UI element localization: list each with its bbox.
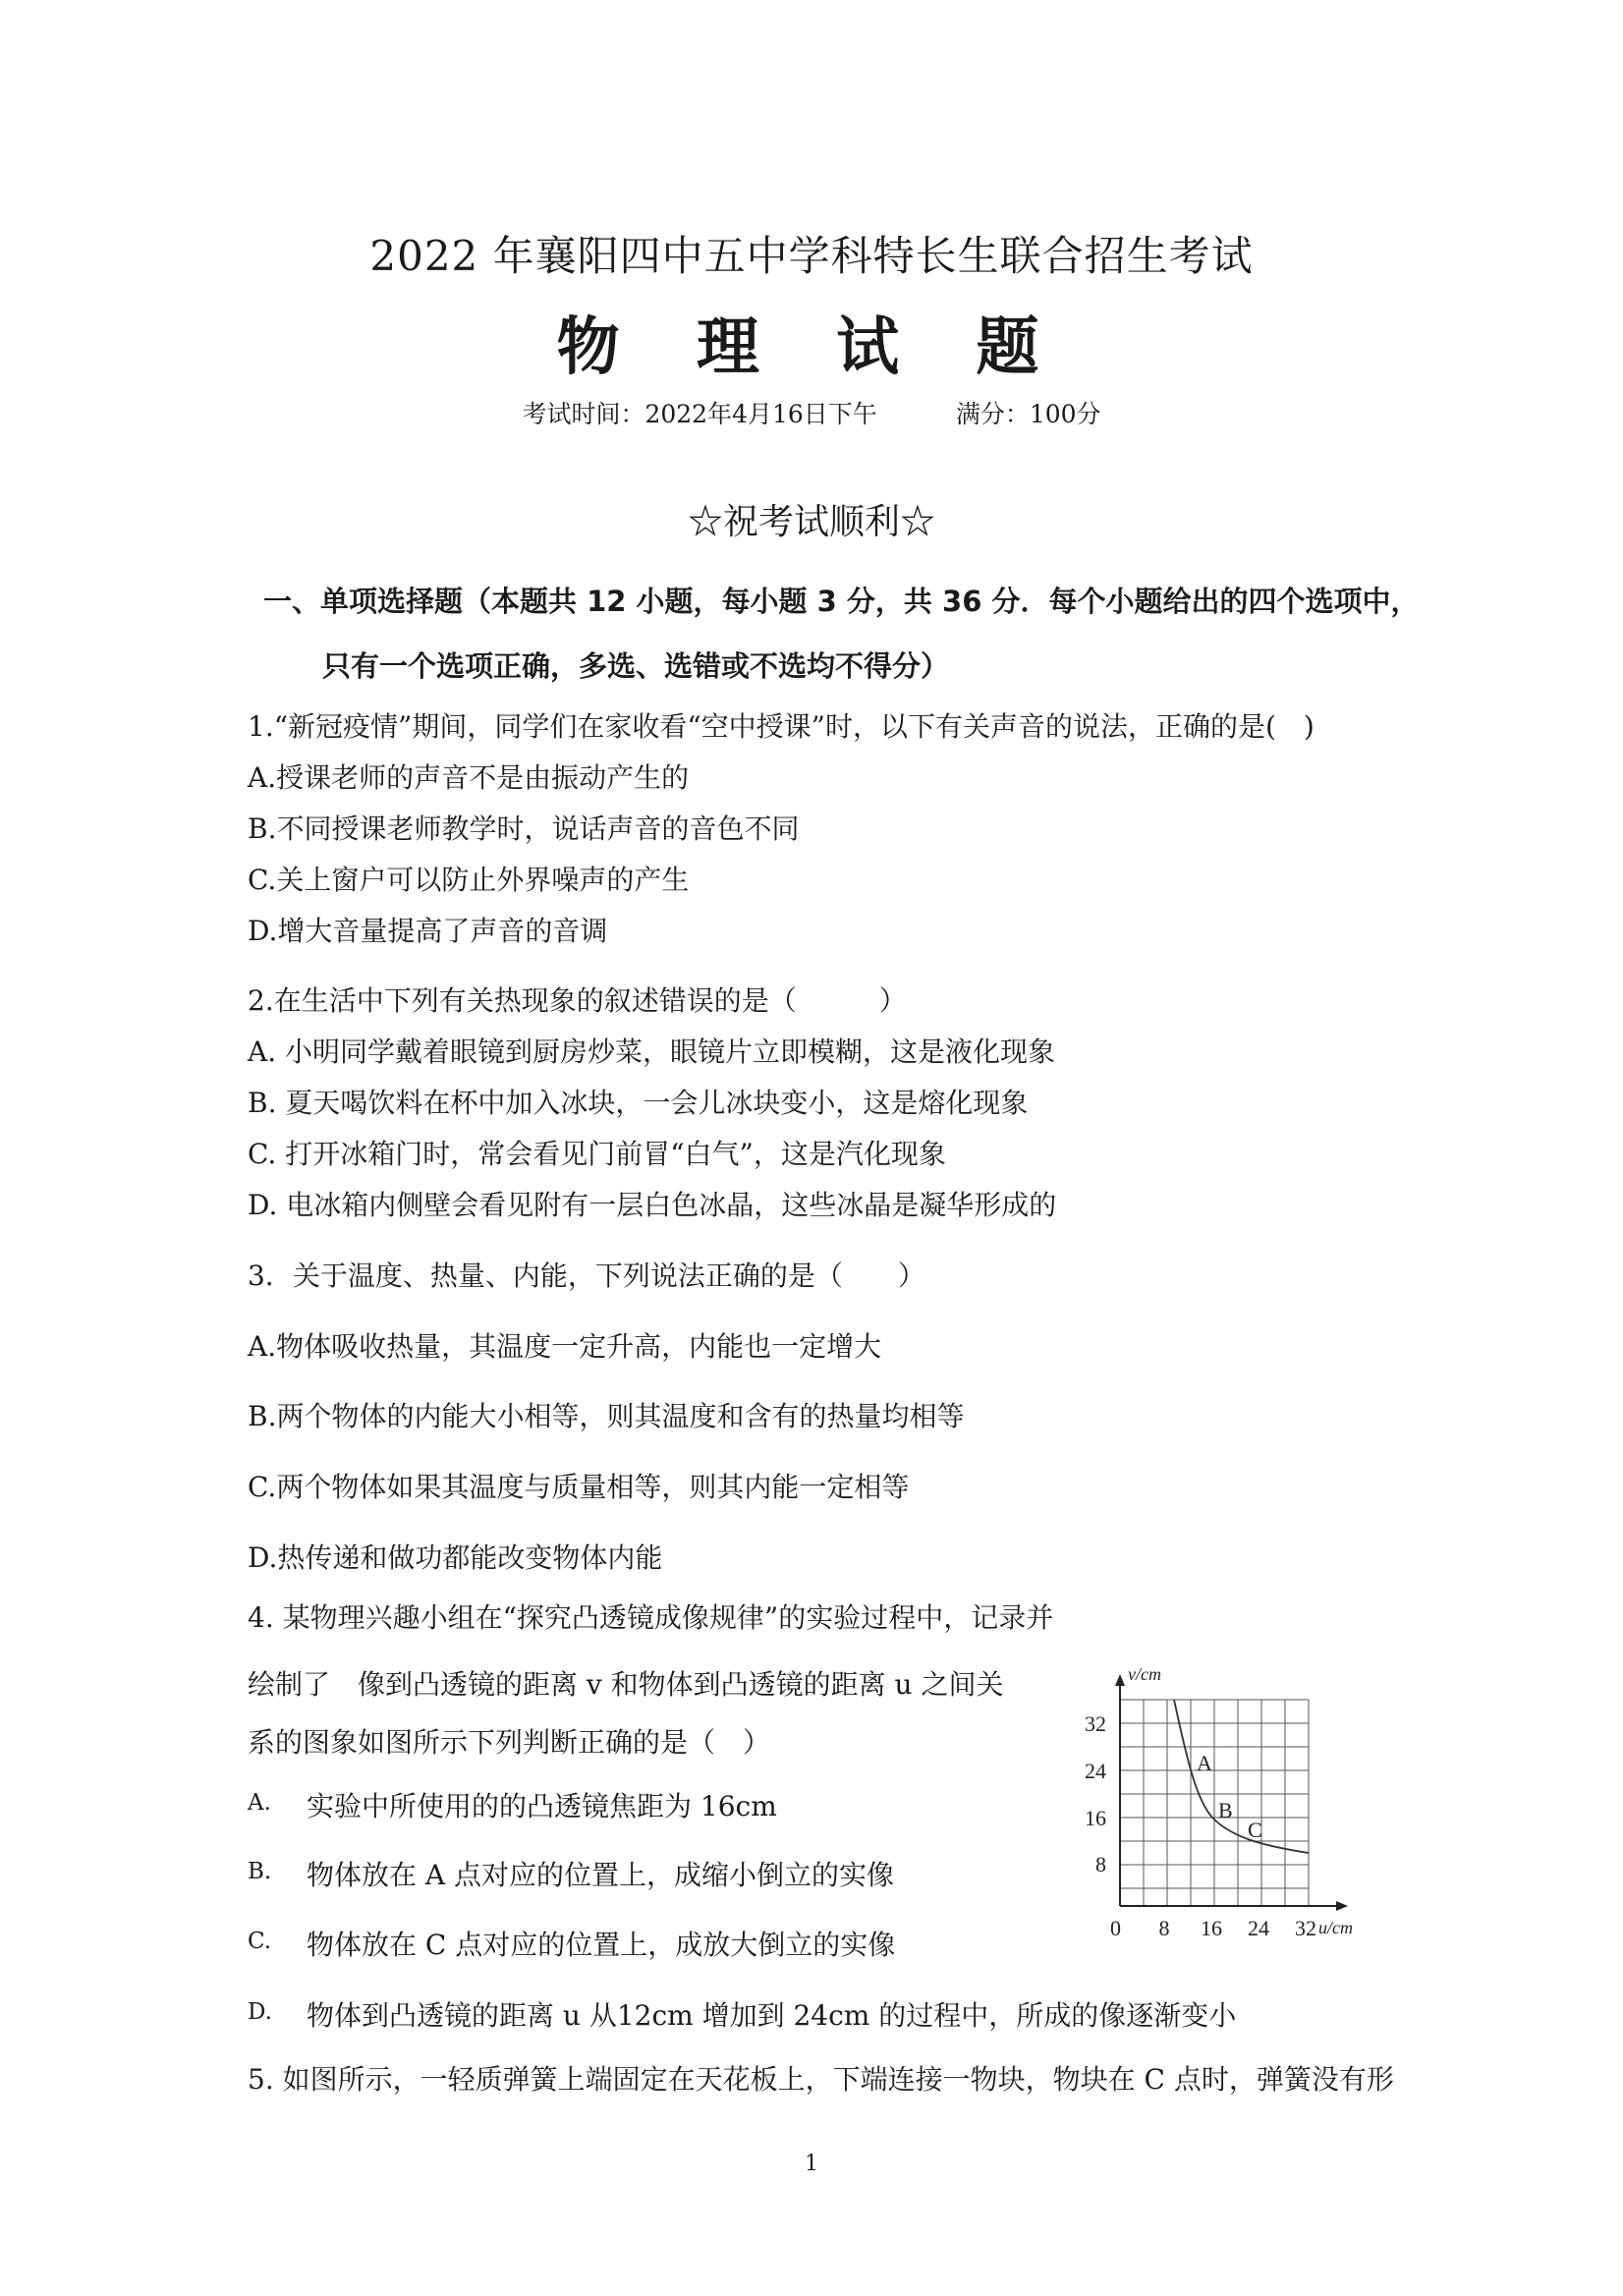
y-tick-24: 24 (1085, 1759, 1106, 1783)
subject-title: 物 理 试 题 (556, 311, 1067, 384)
page-number: 1 (805, 2152, 818, 2176)
curve-v-vs-u (1174, 1700, 1309, 1853)
q4-stem-line2: 绘制了 像到凸透镜的距离 v 和物体到凸透镜的距离 u 之间关 (248, 1668, 1004, 1701)
q3-stem: 3．关于温度、热量、内能，下列说法正确的是（ ） (248, 1260, 925, 1292)
y-tick-16: 16 (1085, 1806, 1106, 1830)
q4-option-b-label: B. (248, 1859, 272, 1884)
q2-option-d: D. 电冰箱内侧壁会看见附有一层白色冰晶，这些冰晶是凝华形成的 (248, 1189, 1057, 1221)
section-heading-line2: 只有一个选项正确，多选、选错或不选均不得分） (322, 649, 950, 683)
q2-stem: 2.在生活中下列有关热现象的叙述错误的是（ ） (248, 984, 907, 1017)
q5-stem-line1: 5. 如图所示，一轻质弹簧上端固定在天花板上，下端连接一物块，物块在 C 点时，弹簧没有形 (248, 2063, 1394, 2096)
point-b-label: B (1218, 1798, 1233, 1822)
exam-time: 考试时间：2022年4月16日下午 (522, 400, 877, 428)
x-axis-label: u/cm (1318, 1918, 1353, 1937)
q1-option-d: D.增大音量提高了声音的音调 (248, 915, 608, 947)
q1-stem: 1.“新冠疫情”期间，同学们在家收看“空中授课”时，以下有关声音的说法，正确的是( ) (248, 710, 1315, 743)
y-axis-arrow (1115, 1674, 1125, 1686)
point-a-label: A (1197, 1751, 1212, 1775)
q4-stem-line1: 4. 某物理兴趣小组在“探究凸透镜成像规律”的实验过程中，记录并 (248, 1601, 1054, 1634)
q4-option-d-text: 物体到凸透镜的距离 u 从12cm 增加到 24cm 的过程中，所成的像逐渐变小 (307, 1999, 1237, 2032)
q2-option-a: A. 小明同学戴着眼镜到厨房炒菜，眼镜片立即模糊，这是液化现象 (248, 1036, 1056, 1068)
x-axis-arrow (1336, 1901, 1348, 1911)
q3-option-a: A.物体吸收热量，其温度一定升高，内能也一定增大 (248, 1330, 882, 1363)
exam-meta (0, 395, 1623, 430)
q4-option-d-label: D. (248, 1999, 272, 2025)
q4-option-b-text: 物体放在 A 点对应的位置上，成缩小倒立的实像 (307, 1859, 895, 1891)
y-axis-label: v/cm (1128, 1664, 1161, 1684)
q3-option-c: C.两个物体如果其温度与质量相等，则其内能一定相等 (248, 1471, 910, 1503)
x-tick-8: 8 (1158, 1916, 1170, 1940)
q4-option-c-text: 物体放在 C 点对应的位置上，成放大倒立的实像 (307, 1929, 896, 1961)
y-tick-8: 8 (1095, 1852, 1106, 1876)
q4-stem-line3: 系的图象如图所示下列判断正确的是（ ） (248, 1726, 771, 1759)
q3-option-d: D.热传递和做功都能改变物体内能 (248, 1541, 663, 1574)
q4-option-a-text: 实验中所使用的的凸透镜焦距为 16cm (307, 1790, 777, 1822)
q2-option-c: C. 打开冰箱门时，常会看见门前冒“白气”，这是汽化现象 (248, 1138, 946, 1170)
good-luck-banner: ☆祝考试顺利☆ (687, 502, 935, 542)
q1-option-c: C.关上窗户可以防止外界噪声的产生 (248, 864, 690, 896)
q1-option-b: B.不同授课老师教学时，说话声音的音色不同 (248, 812, 800, 845)
q2-option-b: B. 夏天喝饮料在杯中加入冰块，一会儿冰块变小，这是熔化现象 (248, 1087, 1029, 1119)
full-score: 满分：100分 (955, 400, 1101, 428)
lens-image-distance-graph (1071, 1660, 1385, 1945)
q1-option-a: A.授课老师的声音不是由振动产生的 (248, 761, 690, 794)
origin-label: 0 (1110, 1916, 1121, 1940)
q3-option-b: B.两个物体的内能大小相等，则其温度和含有的热量均相等 (248, 1400, 965, 1432)
graph-grid (1120, 1700, 1309, 1906)
exam-title: 2022 年襄阳四中五中学科特长生联合招生考试 (369, 232, 1254, 280)
q4-option-c-label: C. (248, 1929, 272, 1954)
point-c-label: C (1248, 1818, 1262, 1842)
section-heading-line1: 一、单项选择题（本题共 12 小题，每小题 3 分，共 36 分．每个小题给出的四个选项中， (263, 585, 1420, 618)
x-tick-24: 24 (1248, 1916, 1269, 1940)
q4-option-a-label: A. (248, 1790, 271, 1816)
x-tick-32: 32 (1295, 1916, 1316, 1940)
x-tick-16: 16 (1201, 1916, 1222, 1940)
y-tick-32: 32 (1085, 1711, 1106, 1736)
